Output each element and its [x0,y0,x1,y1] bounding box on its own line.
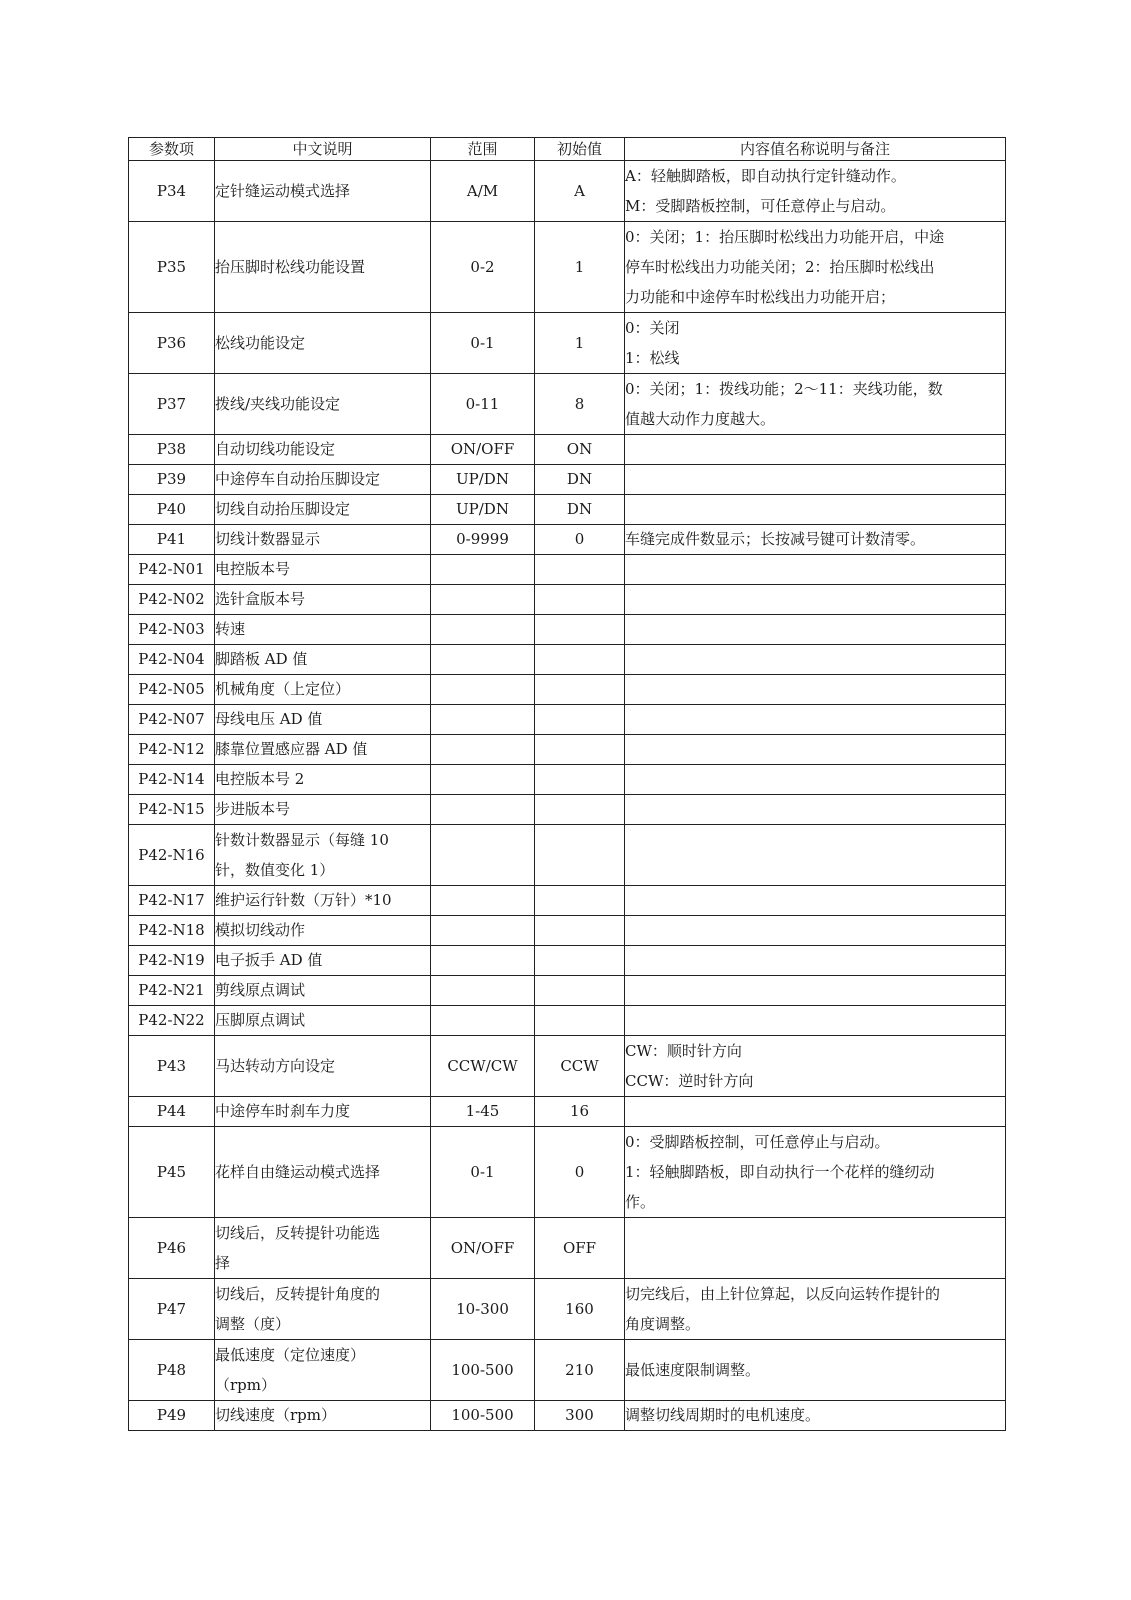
table-row [129,555,1006,585]
param-cell: P49 [129,1401,215,1431]
notes-cell [625,435,1006,465]
notes-line: 0：关闭；1：拨线功能；2～11：夹线功能，数 [625,380,943,398]
table-row [129,374,1006,435]
notes-cell [625,976,1006,1006]
description-line: 针数计数器显示（每缝 10 [215,831,389,849]
description-cell [215,1036,431,1097]
param-cell: P39 [129,465,215,495]
range-cell [431,795,535,825]
param-cell: P47 [129,1279,215,1340]
description-cell [215,1218,431,1279]
notes-cell [625,1006,1006,1036]
notes-cell [625,1401,1006,1431]
header-range: 范围 [431,138,535,161]
table-row [129,976,1006,1006]
range-cell [431,886,535,916]
notes-cell [625,465,1006,495]
range-cell [431,555,535,585]
initial-value-cell: 8 [535,374,625,435]
description-line: （rpm） [215,1376,276,1394]
description-cell [215,825,431,886]
table-row [129,161,1006,222]
description-cell [215,886,431,916]
notes-cell [625,946,1006,976]
param-cell: P36 [129,313,215,374]
notes-cell [625,735,1006,765]
param-cell: P46 [129,1218,215,1279]
description-line: 电子扳手 AD 值 [215,951,323,969]
description-line: 转速 [215,620,246,638]
table-row [129,313,1006,374]
initial-value-cell [535,765,625,795]
description-cell [215,645,431,675]
description-line: 抬压脚时松线功能设置 [215,258,366,276]
range-cell: UP/DN [431,465,535,495]
notes-cell [625,916,1006,946]
notes-line: 1：松线 [625,349,680,367]
range-cell: 0-11 [431,374,535,435]
description-line: 脚踏板 AD 值 [215,650,308,668]
description-cell [215,916,431,946]
range-cell: CCW/CW [431,1036,535,1097]
notes-line: 调整切线周期时的电机速度。 [625,1406,821,1424]
table-row [129,916,1006,946]
description-line: 维护运行针数（万针）*10 [215,891,392,909]
notes-cell [625,886,1006,916]
range-cell [431,976,535,1006]
param-cell: P42-N01 [129,555,215,585]
table-row [129,825,1006,886]
notes-line: 角度调整。 [625,1315,701,1333]
description-cell [215,976,431,1006]
initial-value-cell: ON [535,435,625,465]
description-line: 中途停车自动抬压脚设定 [215,470,381,488]
notes-line: 0：受脚踏板控制，可任意停止与启动。 [625,1133,890,1151]
table-row [129,705,1006,735]
header-initial-value: 初始值 [535,138,625,161]
range-cell [431,705,535,735]
notes-line: 值越大动作力度越大。 [625,410,776,428]
table-row [129,1036,1006,1097]
description-line: 调整（度） [215,1315,291,1333]
description-line: 马达转动方向设定 [215,1057,336,1075]
initial-value-cell: 0 [535,525,625,555]
param-cell: P42-N03 [129,615,215,645]
notes-line: M：受脚踏板控制，可任意停止与启动。 [625,197,896,215]
description-cell [215,705,431,735]
table-row [129,1340,1006,1401]
param-cell: P41 [129,525,215,555]
initial-value-cell [535,705,625,735]
table-row [129,946,1006,976]
description-cell [215,465,431,495]
table-row [129,645,1006,675]
description-line: 膝靠位置感应器 AD 值 [215,740,368,758]
initial-value-cell: DN [535,465,625,495]
range-cell: 0-1 [431,313,535,374]
parameter-table [128,137,1006,1431]
notes-line: 0：关闭 [625,319,680,337]
range-cell: 100-500 [431,1340,535,1401]
description-cell [215,1127,431,1218]
notes-cell [625,495,1006,525]
initial-value-cell [535,555,625,585]
initial-value-cell [535,825,625,886]
header-notes: 内容值名称说明与备注 [625,138,1006,161]
description-line: 切线速度（rpm） [215,1406,336,1424]
param-cell: P42-N02 [129,585,215,615]
initial-value-cell: DN [535,495,625,525]
description-line: 选针盒版本号 [215,590,306,608]
param-cell: P42-N14 [129,765,215,795]
table-row [129,525,1006,555]
description-cell [215,313,431,374]
range-cell: 100-500 [431,1401,535,1431]
initial-value-cell [535,1006,625,1036]
description-line: 步进版本号 [215,800,291,818]
range-cell [431,645,535,675]
range-cell [431,825,535,886]
param-cell: P42-N04 [129,645,215,675]
description-cell [215,1006,431,1036]
range-cell [431,735,535,765]
param-cell: P45 [129,1127,215,1218]
description-cell [215,525,431,555]
description-line: 针，数值变化 1） [215,861,335,879]
range-cell [431,675,535,705]
range-cell [431,615,535,645]
initial-value-cell: OFF [535,1218,625,1279]
notes-line: 0：关闭；1：抬压脚时松线出力功能开启，中途 [625,228,945,246]
table-row [129,886,1006,916]
description-cell [215,585,431,615]
initial-value-cell: CCW [535,1036,625,1097]
table-row [129,1127,1006,1218]
initial-value-cell: 16 [535,1097,625,1127]
range-cell: ON/OFF [431,435,535,465]
range-cell: 1-45 [431,1097,535,1127]
description-cell [215,222,431,313]
range-cell: 10-300 [431,1279,535,1340]
description-cell [215,1097,431,1127]
table-row [129,675,1006,705]
initial-value-cell [535,916,625,946]
table-row [129,1097,1006,1127]
notes-cell [625,374,1006,435]
description-line: 切线后，反转提针角度的 [215,1285,381,1303]
notes-cell [625,555,1006,585]
notes-cell [625,1127,1006,1218]
description-cell [215,946,431,976]
param-cell: P37 [129,374,215,435]
description-line: 剪线原点调试 [215,981,306,999]
description-cell [215,675,431,705]
description-cell [215,555,431,585]
description-cell [215,1340,431,1401]
param-cell: P35 [129,222,215,313]
notes-line: 力功能和中途停车时松线出力功能开启； [625,288,896,306]
range-cell: UP/DN [431,495,535,525]
description-line: 切线自动抬压脚设定 [215,500,351,518]
table-row [129,222,1006,313]
table-row [129,1401,1006,1431]
table-row [129,765,1006,795]
initial-value-cell: 1 [535,313,625,374]
description-line: 中途停车时刹车力度 [215,1102,351,1120]
description-cell [215,795,431,825]
range-cell [431,946,535,976]
notes-line: CCW：逆时针方向 [625,1072,754,1090]
description-cell [215,161,431,222]
initial-value-cell [535,615,625,645]
description-line: 定针缝运动模式选择 [215,182,351,200]
notes-cell [625,825,1006,886]
description-cell [215,765,431,795]
param-cell: P42-N12 [129,735,215,765]
range-cell [431,765,535,795]
notes-cell [625,795,1006,825]
description-line: 压脚原点调试 [215,1011,306,1029]
range-cell [431,585,535,615]
description-line: 电控版本号 [215,560,291,578]
notes-cell [625,585,1006,615]
initial-value-cell: 0 [535,1127,625,1218]
description-line: 花样自由缝运动模式选择 [215,1163,381,1181]
initial-value-cell [535,645,625,675]
param-cell: P42-N19 [129,946,215,976]
param-cell: P42-N07 [129,705,215,735]
initial-value-cell [535,886,625,916]
range-cell [431,1006,535,1036]
table-row [129,495,1006,525]
notes-line: 车缝完成件数显示；长按减号键可计数清零。 [625,530,926,548]
param-cell: P38 [129,435,215,465]
table-row [129,1218,1006,1279]
header-description: 中文说明 [215,138,431,161]
notes-cell [625,1340,1006,1401]
description-line: 拨线/夹线功能设定 [215,395,341,413]
initial-value-cell: 210 [535,1340,625,1401]
description-line: 模拟切线动作 [215,921,306,939]
description-line: 最低速度（定位速度） [215,1346,366,1364]
notes-line: 切完线后，由上针位算起，以反向运转作提针的 [625,1285,941,1303]
param-cell: P42-N16 [129,825,215,886]
notes-line: CW：顺时针方向 [625,1042,742,1060]
description-cell [215,1401,431,1431]
description-cell [215,435,431,465]
param-cell: P44 [129,1097,215,1127]
param-cell: P42-N17 [129,886,215,916]
param-cell: P48 [129,1340,215,1401]
initial-value-cell [535,976,625,1006]
param-cell: P42-N21 [129,976,215,1006]
initial-value-cell: 160 [535,1279,625,1340]
header-param: 参数项 [129,138,215,161]
param-cell: P43 [129,1036,215,1097]
notes-cell [625,161,1006,222]
notes-line: A：轻触脚踏板，即自动执行定针缝动作。 [625,167,906,185]
table-row [129,1006,1006,1036]
notes-cell [625,1036,1006,1097]
description-cell [215,735,431,765]
initial-value-cell [535,675,625,705]
description-line: 择 [215,1254,231,1272]
initial-value-cell [535,795,625,825]
range-cell: 0-1 [431,1127,535,1218]
param-cell: P42-N05 [129,675,215,705]
notes-cell [625,525,1006,555]
initial-value-cell [535,585,625,615]
notes-cell [625,222,1006,313]
notes-line: 1：轻触脚踏板，即自动执行一个花样的缝纫动 [625,1163,935,1181]
notes-cell [625,1218,1006,1279]
description-line: 母线电压 AD 值 [215,710,323,728]
initial-value-cell: 300 [535,1401,625,1431]
table-row [129,585,1006,615]
range-cell: A/M [431,161,535,222]
range-cell [431,916,535,946]
table-row [129,435,1006,465]
table-row [129,735,1006,765]
notes-cell [625,615,1006,645]
initial-value-cell: 1 [535,222,625,313]
param-cell: P42-N22 [129,1006,215,1036]
notes-cell [625,645,1006,675]
notes-cell [625,765,1006,795]
notes-cell [625,1279,1006,1340]
param-cell: P42-N18 [129,916,215,946]
table-row [129,465,1006,495]
notes-cell [625,675,1006,705]
initial-value-cell: A [535,161,625,222]
table-row [129,795,1006,825]
notes-line: 作。 [625,1193,656,1211]
description-line: 切线后，反转提针功能选 [215,1224,381,1242]
description-line: 自动切线功能设定 [215,440,336,458]
notes-cell [625,1097,1006,1127]
description-cell [215,374,431,435]
notes-cell [625,705,1006,735]
description-cell [215,1279,431,1340]
notes-cell [625,313,1006,374]
notes-line: 最低速度限制调整。 [625,1361,761,1379]
description-line: 切线计数器显示 [215,530,321,548]
description-cell [215,615,431,645]
range-cell: 0-2 [431,222,535,313]
description-line: 松线功能设定 [215,334,306,352]
range-cell: ON/OFF [431,1218,535,1279]
table-row [129,615,1006,645]
param-cell: P42-N15 [129,795,215,825]
table-row [129,1279,1006,1340]
description-line: 电控版本号 2 [215,770,305,788]
param-cell: P34 [129,161,215,222]
notes-line: 停车时松线出力功能关闭；2：抬压脚时松线出 [625,258,935,276]
initial-value-cell [535,946,625,976]
range-cell: 0-9999 [431,525,535,555]
description-line: 机械角度（上定位） [215,680,351,698]
table-header-row [129,138,1006,161]
initial-value-cell [535,735,625,765]
description-cell [215,495,431,525]
param-cell: P40 [129,495,215,525]
